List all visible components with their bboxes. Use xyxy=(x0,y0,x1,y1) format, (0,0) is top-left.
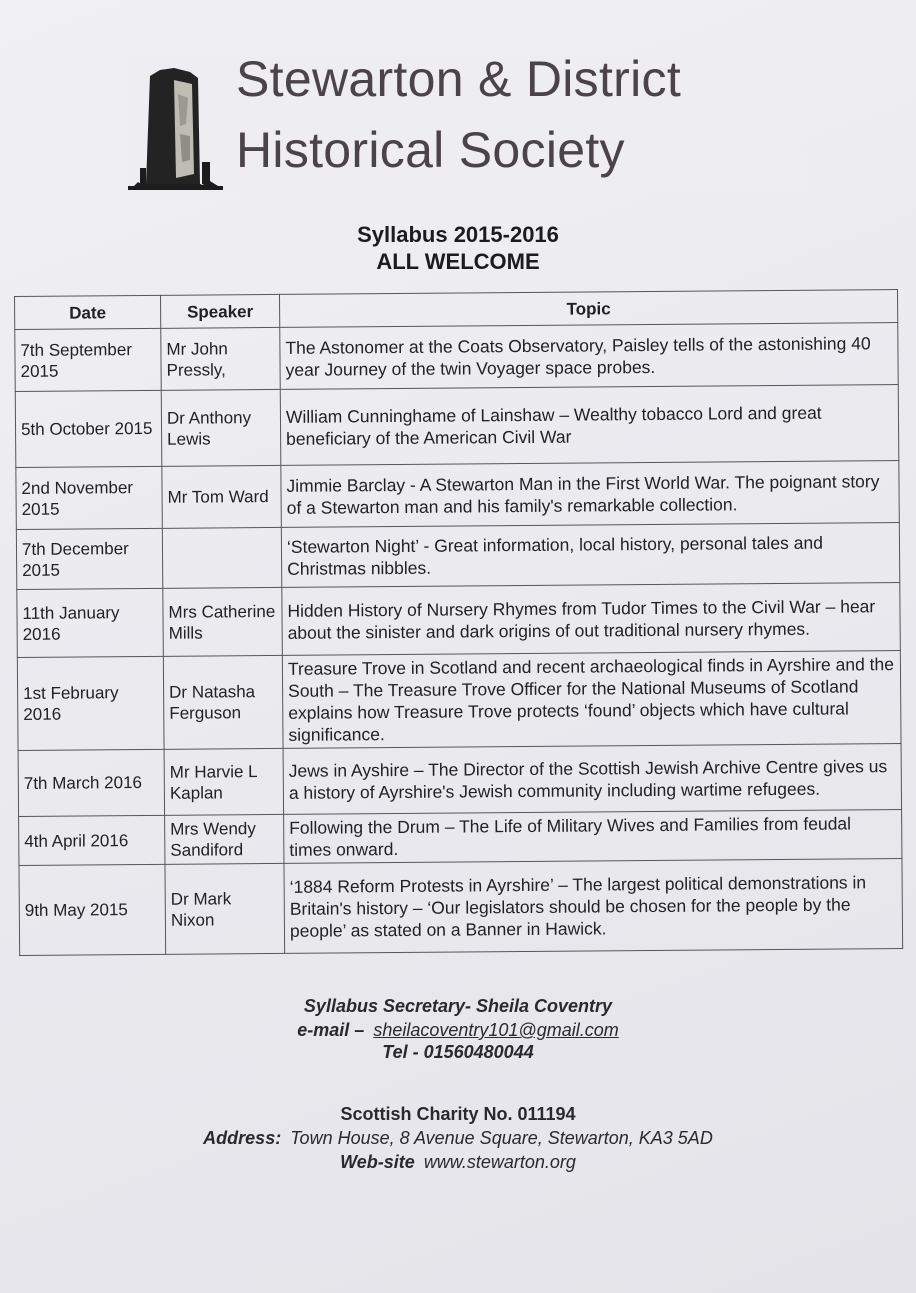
row-speaker: Dr Mark Nixon xyxy=(165,863,285,954)
row-speaker: Mr John Pressly, xyxy=(161,327,280,390)
syllabus-title: Syllabus 2015-2016 xyxy=(357,222,559,247)
row-speaker: Dr Natasha Ferguson xyxy=(163,655,283,749)
row-date: 11th January 2016 xyxy=(17,588,164,657)
email-label: e-mail – xyxy=(297,1020,365,1040)
row-speaker: Mr Tom Ward xyxy=(162,465,281,528)
table-row xyxy=(15,385,899,468)
row-topic: Following the Drum – The Life of Military Wives and Families from feudal times onward. xyxy=(284,810,902,864)
row-date: 7th December 2015 xyxy=(16,528,162,589)
charity-number: Scottish Charity No. 011194 xyxy=(340,1104,576,1124)
row-topic: Treasure Trove in Scotland and recent archaeological finds in Ayrshire and the South – The Treasure Trove Officer for the National Museums of Scotland explains how Treasure Trove protects ‘found’ objects which have cultural significance. xyxy=(282,651,901,749)
society-title-line-2: Historical Society xyxy=(236,122,625,178)
website-link[interactable]: www.stewarton.org xyxy=(423,1152,576,1172)
table-row xyxy=(16,523,899,590)
row-speaker: Mrs Catherine Mills xyxy=(163,587,283,656)
row-date: 1st February 2016 xyxy=(17,656,164,750)
email-link[interactable]: sheilacoventry101@gmail.com xyxy=(373,1020,619,1040)
telephone: Tel - 01560480044 xyxy=(382,1042,534,1062)
row-date: 2nd November 2015 xyxy=(16,466,162,529)
row-topic: ‘1884 Reform Protests in Ayrshire’ – The largest political demonstrations in Britain's history – ‘Our legislators should be chosen for the people by the people’ as stated on a Banner in Hawick. xyxy=(284,859,903,954)
header-date: Date xyxy=(15,295,161,329)
header-speaker: Speaker xyxy=(160,294,279,328)
website-line xyxy=(0,1152,916,1173)
syllabus-secretary: Syllabus Secretary- Sheila Coventry xyxy=(303,996,613,1016)
table-row xyxy=(17,583,901,658)
row-topic: Jews in Ayshire – The Director of the Scottish Jewish Archive Centre gives us a history of Ayrshire's Jewish community including wartime refugees. xyxy=(283,744,901,815)
row-topic: The Astonomer at the Coats Observatory, Paisley tells of the astonishing 40 year Journey of the twin Voyager space probes. xyxy=(280,323,898,390)
row-date: 7th September 2015 xyxy=(15,328,161,391)
table-row xyxy=(15,323,898,392)
table-row xyxy=(17,651,901,751)
row-speaker: Mr Harvie L Kaplan xyxy=(164,748,284,815)
row-topic: ‘Stewarton Night’ - Great information, local history, personal tales and Christmas nibbles. xyxy=(281,523,899,588)
row-date: 5th October 2015 xyxy=(15,390,162,467)
address-label: Address: xyxy=(203,1128,282,1148)
table-row xyxy=(19,859,903,956)
email-line xyxy=(0,1020,916,1041)
row-speaker: Mrs Wendy Sandiford xyxy=(165,814,284,864)
all-welcome-heading: ALL WELCOME xyxy=(376,249,540,274)
row-topic: Hidden History of Nursery Rhymes from Tudor Times to the Civil War – hear about the sinister and dark origins of out traditional nursery rhymes. xyxy=(282,583,901,656)
row-topic: Jimmie Barclay - A Stewarton Man in the First World War. The poignant story of a Stewarton man and his family's remarkable collection. xyxy=(281,461,899,528)
row-date: 4th April 2016 xyxy=(19,815,165,865)
address-text: Town House, 8 Avenue Square, Stewarton, KA3 5AD xyxy=(290,1128,713,1148)
row-speaker: Dr Anthony Lewis xyxy=(161,389,281,466)
society-title-line-1: Stewarton & District xyxy=(236,51,682,107)
row-speaker xyxy=(162,527,281,588)
address-line xyxy=(0,1128,916,1149)
row-topic: William Cunninghame of Lainshaw – Wealthy tobacco Lord and great beneficiary of the American Civil War xyxy=(280,385,899,466)
row-date: 9th May 2015 xyxy=(19,864,166,955)
header-topic: Topic xyxy=(279,290,897,328)
syllabus-table xyxy=(14,289,903,956)
table-row xyxy=(16,461,899,530)
table-row xyxy=(19,810,902,866)
row-date: 7th March 2016 xyxy=(18,749,165,816)
tower-logo-icon xyxy=(128,64,223,192)
table-row xyxy=(18,744,901,817)
website-label: Web-site xyxy=(340,1152,415,1172)
